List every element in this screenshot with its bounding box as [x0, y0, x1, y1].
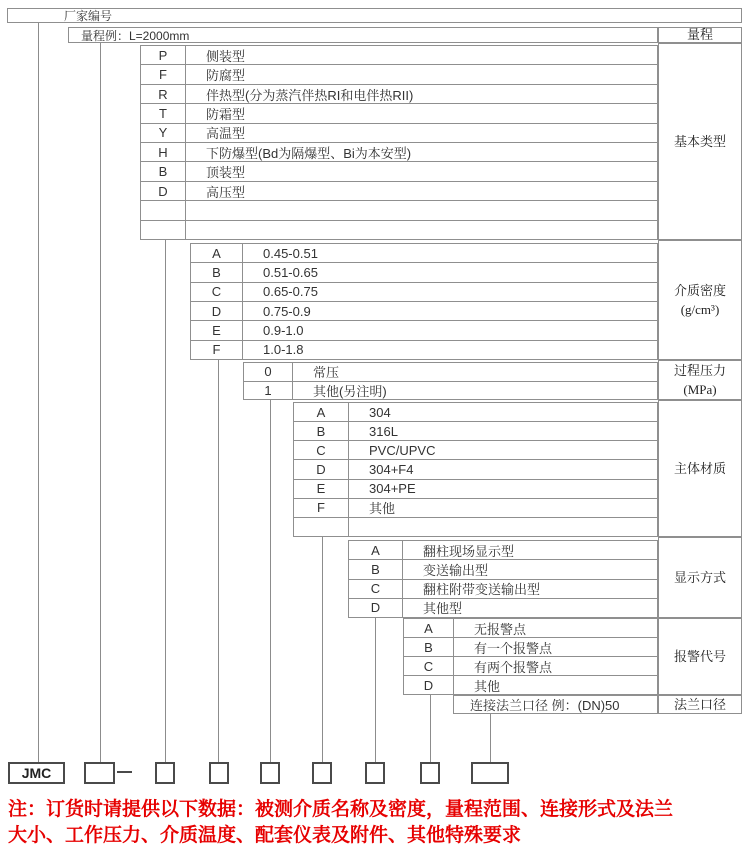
- row-desc: 0.75-0.9: [263, 303, 311, 319]
- row-code: A: [191, 244, 243, 262]
- row-desc: 其他: [474, 678, 501, 694]
- row-desc: [186, 221, 657, 239]
- row-desc: 304+F4: [369, 461, 414, 477]
- model-box-alarm: [420, 762, 440, 784]
- alarm-code-table: [403, 618, 658, 695]
- table-row: [349, 560, 657, 579]
- row-desc: 常压: [313, 365, 340, 381]
- order-note: [8, 797, 748, 845]
- row-desc: 有两个报警点: [474, 659, 553, 675]
- row-code: 0: [244, 363, 293, 381]
- row-code: F: [191, 341, 243, 359]
- row-code: B: [294, 422, 349, 440]
- table-row: [141, 182, 657, 201]
- row-desc: 0.65-0.75: [263, 284, 318, 300]
- connector-line: [490, 714, 491, 762]
- row-desc: 防腐型: [206, 68, 246, 84]
- row-desc: [186, 201, 657, 219]
- row-code: F: [294, 499, 349, 517]
- material-table: [293, 402, 658, 537]
- row-desc: 连接法兰口径 例：(DN)50: [470, 698, 620, 713]
- table-row: [141, 143, 657, 162]
- row-desc: 高压型: [206, 184, 246, 200]
- model-box-range: [84, 762, 115, 784]
- row-code: Y: [141, 124, 186, 142]
- connector-line: [270, 400, 271, 762]
- row-desc: 下防爆型(Bd为隔爆型、Bi为本安型): [206, 145, 412, 161]
- category-label-density: 介质密度 (g/cm³): [658, 240, 742, 360]
- table-row: [294, 441, 657, 460]
- row-code: C: [349, 580, 403, 598]
- flange-row: [453, 695, 658, 714]
- connector-line: [322, 537, 323, 762]
- table-row: [294, 422, 657, 441]
- row-code: C: [294, 441, 349, 459]
- table-row: [404, 638, 657, 657]
- table-row: [404, 619, 657, 638]
- row-code: B: [349, 560, 403, 578]
- row-code: F: [141, 65, 186, 83]
- table-row: [294, 460, 657, 479]
- row-desc: 顶装型: [206, 165, 246, 181]
- row-desc: 316L: [369, 423, 398, 439]
- row-desc: 翻柱附带变送输出型: [423, 582, 541, 598]
- table-row-empty: [141, 201, 657, 220]
- row-code: B: [141, 162, 186, 180]
- table-row: [294, 480, 657, 499]
- table-row: [141, 85, 657, 104]
- row-code: D: [141, 182, 186, 200]
- connector-line: [430, 695, 431, 762]
- category-label-pressure: 过程压力 (MPa): [658, 360, 742, 400]
- table-row: [191, 321, 657, 340]
- connector-line: [375, 618, 376, 762]
- row-code: C: [404, 657, 454, 675]
- row-code: D: [294, 460, 349, 478]
- model-prefix-box: JMC: [8, 762, 65, 784]
- model-box-pressure: [260, 762, 280, 784]
- row-code: [141, 221, 186, 239]
- table-row: [191, 341, 657, 359]
- model-box-density: [209, 762, 229, 784]
- table-row: [141, 124, 657, 143]
- density-unit: (g/cm³): [680, 302, 720, 317]
- connector-line: [218, 360, 219, 762]
- connector-line: [38, 23, 39, 762]
- row-desc: 其他型: [423, 601, 463, 617]
- row-desc: 0.51-0.65: [263, 264, 318, 280]
- row-desc: 1.0-1.8: [263, 342, 304, 358]
- category-label-material: 主体材质: [658, 400, 742, 537]
- row-code: [294, 518, 349, 536]
- row-code: C: [191, 283, 243, 301]
- row-desc: 其他(另注明): [313, 383, 387, 399]
- row-desc: 高温型: [206, 126, 246, 142]
- table-row: [141, 46, 657, 65]
- table-row: [349, 541, 657, 560]
- table-row: [294, 403, 657, 422]
- basic-type-table: [140, 45, 658, 240]
- row-code: D: [349, 599, 403, 617]
- row-code: P: [141, 46, 186, 64]
- row-desc: PVC/UPVC: [369, 442, 436, 458]
- pressure-unit: (MPa): [683, 382, 717, 397]
- factory-code-row: [7, 8, 742, 23]
- row-code: B: [191, 263, 243, 281]
- pressure-table: [243, 362, 658, 400]
- density-table: [190, 243, 658, 360]
- table-row: [141, 104, 657, 123]
- table-row: [191, 244, 657, 263]
- row-code: 1: [244, 382, 293, 400]
- row-desc: 变送输出型: [423, 562, 489, 578]
- table-row: [141, 162, 657, 181]
- row-desc: 翻柱现场显示型: [423, 543, 515, 559]
- row-desc: 304: [369, 404, 391, 420]
- table-row: [191, 283, 657, 302]
- table-row: [244, 363, 657, 382]
- table-row: [141, 65, 657, 84]
- row-code: [141, 201, 186, 219]
- category-label-flange: 法兰口径: [658, 695, 742, 714]
- row-desc: 防霜型: [206, 106, 246, 122]
- table-row: [404, 676, 657, 694]
- dash-separator: [117, 771, 132, 773]
- row-code: R: [141, 85, 186, 103]
- row-desc: 304+PE: [369, 481, 416, 497]
- table-row-empty: [294, 518, 657, 536]
- row-code: H: [141, 143, 186, 161]
- row-code: E: [191, 321, 243, 339]
- row-desc: 伴热型(分为蒸汽伴热RI和电伴热RII): [206, 87, 414, 103]
- row-code: A: [404, 619, 454, 637]
- row-code: B: [404, 638, 454, 656]
- category-label-alarm: 报警代号: [658, 618, 742, 695]
- model-box-flange: [471, 762, 509, 784]
- row-desc: [349, 518, 657, 536]
- connector-line: [100, 43, 101, 762]
- display-mode-table: [348, 540, 658, 618]
- connector-line: [165, 240, 166, 762]
- table-row: [454, 696, 657, 713]
- row-code: D: [191, 302, 243, 320]
- table-row: [404, 657, 657, 676]
- row-code: A: [349, 541, 403, 559]
- row-desc: 0.45-0.51: [263, 245, 318, 261]
- category-label-basic-type: 基本类型: [658, 43, 742, 240]
- row-desc: 有一个报警点: [474, 640, 553, 656]
- model-box-display: [365, 762, 385, 784]
- order-note-line1: 注：订货时请提供以下数据：被测介质名称及密度，量程范围、连接形式及法兰: [8, 799, 674, 820]
- table-row: [294, 499, 657, 518]
- model-box-basic-type: [155, 762, 175, 784]
- order-note-line2: 大小、工作压力、介质温度、配套仪表及附件、其他特殊要求: [8, 825, 522, 845]
- row-desc: 其他: [369, 501, 396, 517]
- table-row: [191, 302, 657, 321]
- row-desc: 无报警点: [474, 621, 527, 637]
- row-desc: 侧装型: [206, 48, 246, 64]
- row-code: E: [294, 480, 349, 498]
- table-row: [349, 599, 657, 617]
- row-code: D: [404, 676, 454, 694]
- category-label-display: 显示方式: [658, 537, 742, 618]
- category-label-range: 量程: [658, 27, 742, 43]
- row-desc: 0.9-1.0: [263, 322, 304, 338]
- factory-code-label: 厂家编号: [64, 9, 113, 23]
- range-example-label: 量程例：L=2000mm: [81, 28, 190, 43]
- table-row: [349, 580, 657, 599]
- table-row: [244, 382, 657, 400]
- model-box-material: [312, 762, 332, 784]
- table-row: [191, 263, 657, 282]
- table-row-empty: [141, 221, 657, 239]
- row-code: T: [141, 104, 186, 122]
- range-example-row: [68, 27, 658, 43]
- row-code: A: [294, 403, 349, 421]
